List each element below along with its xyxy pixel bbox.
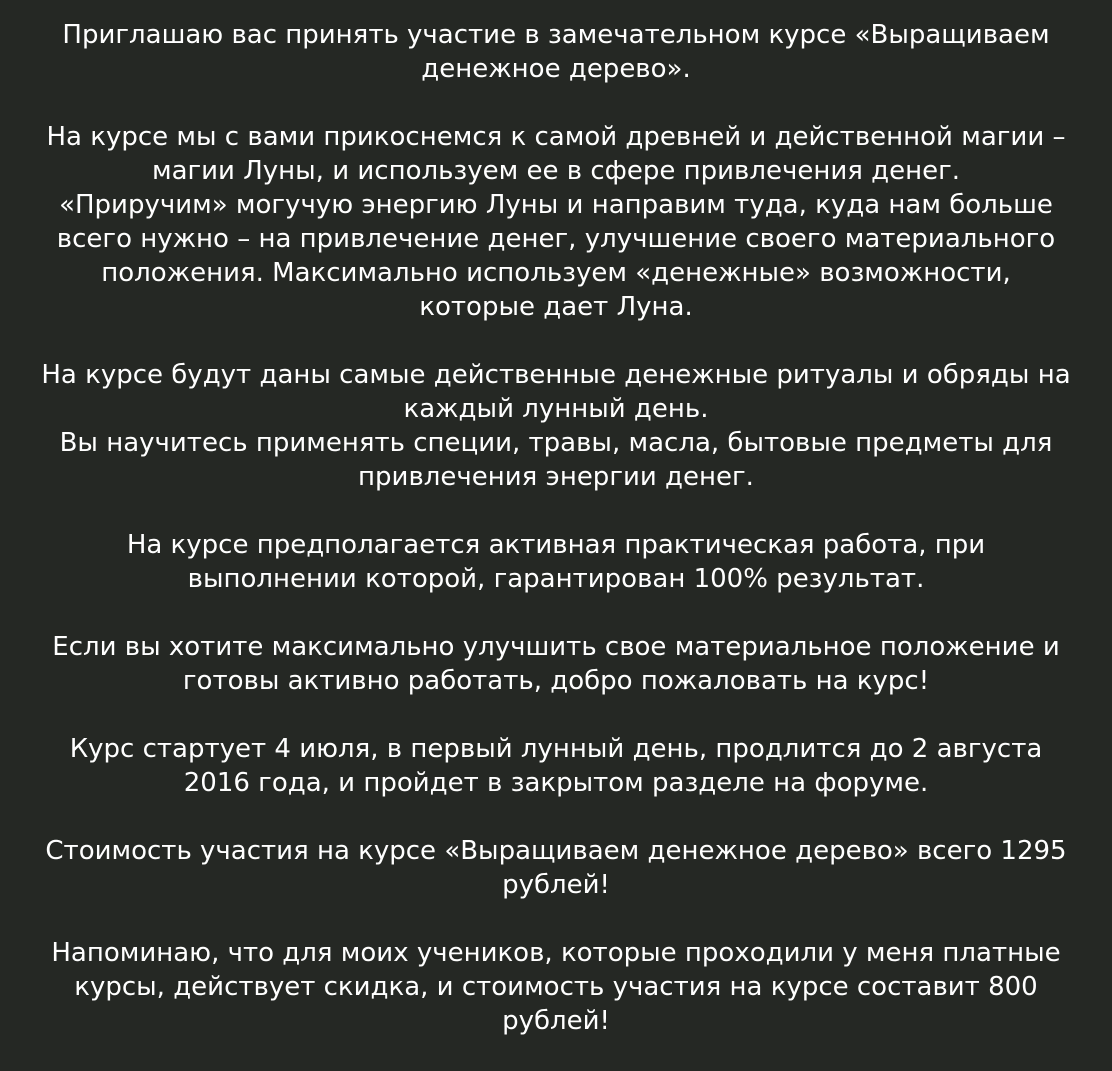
paragraph-moon-magic: [8, 120, 1104, 324]
text-line: каждый лунный день.: [403, 394, 709, 424]
text-line: Стоимость участия на курсе «Выращиваем денежное дерево» всего 1295: [45, 836, 1067, 866]
paragraph-dates: [8, 732, 1104, 800]
text-line: «Приручим» могучую энергию Луны и направим туда, куда нам больше: [59, 190, 1053, 220]
text-line: Приглашаю вас принять участие в замечательном курсе «Выращиваем: [62, 20, 1050, 50]
text-line: На курсе мы с вами прикоснемся к самой древней и действенной магии –: [46, 122, 1066, 152]
text-line: положения. Максимально используем «денежные» возможности,: [101, 258, 1011, 288]
text-line: которые дает Луна.: [419, 292, 693, 322]
paragraph-practice: [8, 528, 1104, 596]
text-line: рублей!: [502, 870, 610, 900]
text-line: Если вы хотите максимально улучшить свое материальное положение и: [52, 632, 1060, 662]
text-line: привлечения энергии денег.: [358, 462, 754, 492]
paragraph-rituals: [8, 358, 1104, 494]
text-line: выполнении которой, гарантирован 100% результат.: [187, 564, 925, 594]
text-line: готовы активно работать, добро пожаловать на курс!: [182, 666, 930, 696]
text-line: 2016 года, и пройдет в закрытом разделе на форуме.: [183, 768, 929, 798]
paragraph-discount: [8, 936, 1104, 1038]
paragraph-price: [8, 834, 1104, 902]
text-line: Напоминаю, что для моих учеников, которые проходили у меня платные: [51, 938, 1061, 968]
text-line: курсы, действует скидка, и стоимость участия на курсе составит 800: [74, 972, 1038, 1002]
text-line: магии Луны, и используем ее в сфере привлечения денег.: [151, 156, 961, 186]
text-line: денежное дерево».: [421, 54, 691, 84]
text-line: На курсе предполагается активная практическая работа, при: [126, 530, 986, 560]
paragraph-welcome: [8, 630, 1104, 698]
text-line: На курсе будут даны самые действенные денежные ритуалы и обряды на: [41, 360, 1071, 390]
text-line: Курс стартует 4 июля, в первый лунный день, продлится до 2 августа: [69, 734, 1043, 764]
text-line: рублей!: [502, 1006, 610, 1036]
paragraph-invitation: [8, 18, 1104, 86]
text-line: всего нужно – на привлечение денег, улучшение своего материального: [56, 224, 1056, 254]
text-line: Вы научитесь применять специи, травы, масла, бытовые предметы для: [59, 428, 1053, 458]
